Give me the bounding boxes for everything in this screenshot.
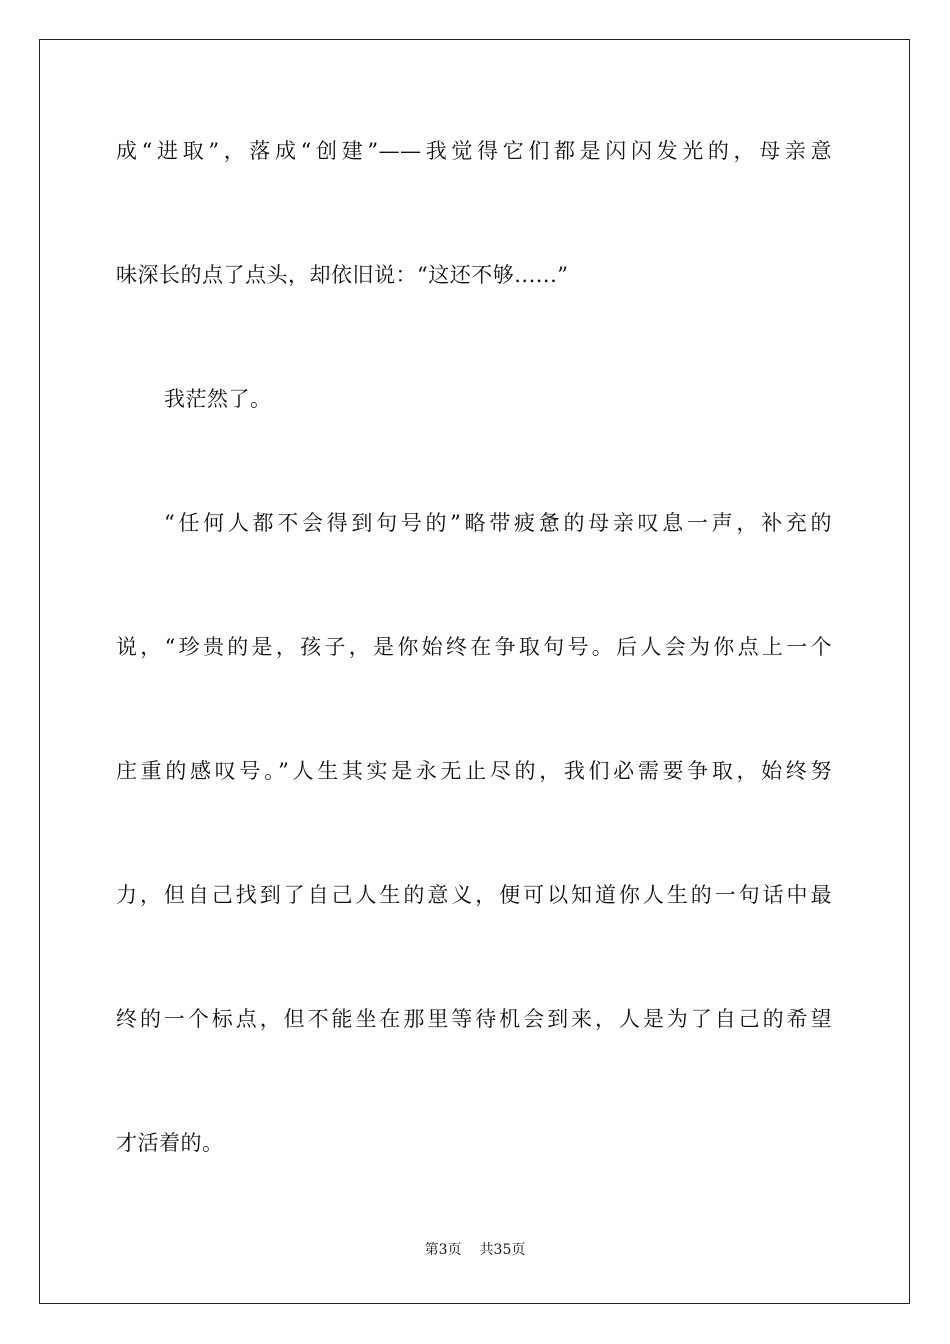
paragraph-line-8: 终的一个标点，但不能坐在那里等待机会到来，人是为了自己的希望 (116, 1007, 832, 1031)
paragraph-line-3: 我茫然了。 (164, 387, 272, 411)
page-footer (0, 1240, 950, 1260)
total-pages: 共35页 (479, 1242, 526, 1258)
paragraph-line-5: 说，“珍贵的是，孩子，是你始终在争取句号。后人会为你点上一个 (116, 635, 832, 659)
paragraph-line-1: 成“进取”，落成“创建”——我觉得它们都是闪闪发光的，母亲意 (116, 139, 832, 163)
paragraph-line-2: 味深长的点了点头，却依旧说：“这还不够......” (116, 263, 569, 287)
paragraph-line-7: 力，但自己找到了自己人生的意义，便可以知道你人生的一句话中最 (116, 883, 832, 907)
paragraph-line-9: 才活着的。 (116, 1131, 224, 1155)
page-border (39, 39, 910, 1304)
page-number: 第3页 (424, 1242, 462, 1258)
paragraph-line-4: “任何人都不会得到句号的”略带疲惫的母亲叹息一声，补充的 (164, 511, 832, 535)
paragraph-line-6: 庄重的感叹号。”人生其实是永无止尽的，我们必需要争取，始终努 (116, 759, 832, 783)
